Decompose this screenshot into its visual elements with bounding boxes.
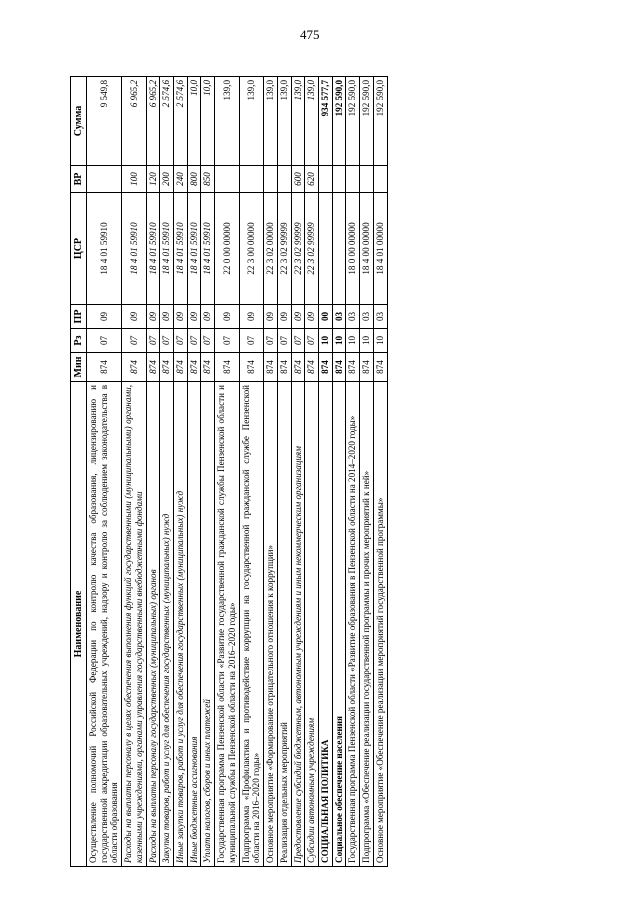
cell-rz: 07 [264,329,278,353]
table-header-row [71,77,87,867]
cell-name: Расходы на выплаты персоналу в целях обеспечения выполнения функций государственными (муниципальными) органами, казенными учреждениями, органами управления государственными внебюджетными фондами [122,382,146,867]
cell-csr: 18 4 01 59910 [87,193,122,305]
cell-min: 874 [332,353,346,382]
cell-sum: 6 965,2 [122,77,146,166]
cell-rz: 07 [277,329,291,353]
cell-vr [87,166,122,193]
cell-name: Государственная программа Пензенской области «Развитие государственной гражданской службы Пензенской области и муниципальной службы в Пензенской области на 2016–2020 годы» [215,382,239,867]
cell-csr: 22 3 02 99999 [277,193,291,305]
cell-sum: 192 590,0 [332,77,346,166]
cell-min: 874 [239,353,263,382]
cell-min: 874 [373,353,387,382]
header-csr: ЦСР [71,193,87,305]
cell-rz: 07 [291,329,305,353]
cell-min: 874 [215,353,239,382]
table-row [373,77,387,867]
header-rz: Рз [71,329,87,353]
cell-pr: 03 [360,305,374,329]
cell-vr: 200 [160,166,174,193]
header-min: Мин [71,353,87,382]
cell-name: Реализация отдельных мероприятий [277,382,291,867]
cell-name: Иные закупки товаров, работ и услуг для обеспечения государственных (муниципальных) нужд [174,382,188,867]
rotated-table-container [70,77,616,867]
cell-csr: 22 3 02 99999 [291,193,305,305]
cell-rz: 10 [373,329,387,353]
cell-vr [239,166,263,193]
cell-csr: 18 4 00 00000 [360,193,374,305]
cell-min: 874 [264,353,278,382]
table-row [318,77,332,867]
header-vr: ВР [71,166,87,193]
budget-table [70,76,388,867]
table-row [187,77,201,867]
cell-pr: 09 [146,305,160,329]
cell-min: 874 [87,353,122,382]
cell-vr [373,166,387,193]
cell-pr: 09 [277,305,291,329]
cell-csr [318,193,332,305]
table-row [160,77,174,867]
cell-name: Закупка товаров, работ и услуг для обеспечения государственных (муниципальных) нужд [160,382,174,867]
cell-sum: 139,0 [264,77,278,166]
cell-sum: 139,0 [239,77,263,166]
cell-vr: 620 [305,166,319,193]
cell-vr [277,166,291,193]
cell-sum: 192 590,0 [346,77,360,166]
cell-pr: 09 [122,305,146,329]
cell-rz: 07 [187,329,201,353]
table-row [332,77,346,867]
table-row [239,77,263,867]
cell-min: 874 [346,353,360,382]
page-number: 475 [300,27,320,42]
cell-rz: 10 [346,329,360,353]
cell-csr: 18 4 01 59910 [160,193,174,305]
cell-csr: 22 3 02 00000 [264,193,278,305]
cell-min: 874 [174,353,188,382]
cell-name: Иные бюджетные ассигнования [187,382,201,867]
cell-min: 874 [318,353,332,382]
table-row [305,77,319,867]
cell-sum: 139,0 [277,77,291,166]
cell-rz: 07 [201,329,215,353]
cell-sum: 139,0 [305,77,319,166]
cell-vr [360,166,374,193]
header-name: Наименование [71,382,87,867]
cell-min: 874 [122,353,146,382]
cell-sum: 192 590,0 [360,77,374,166]
cell-name: Предоставление субсидий бюджетным, автономным учреждениям и иным некоммерческим организациям [291,382,305,867]
table-row [122,77,146,867]
cell-vr: 120 [146,166,160,193]
cell-sum: 2 574,6 [174,77,188,166]
cell-vr [332,166,346,193]
table-row [146,77,160,867]
cell-pr: 09 [264,305,278,329]
cell-pr: 03 [332,305,346,329]
cell-name: Основное мероприятие «Формирование отрицательного отношения к коррупции» [264,382,278,867]
cell-pr: 09 [187,305,201,329]
cell-name: Государственная программа Пензенской области «Развитие образования в Пензенской области на 2014–2020 годы» [346,382,360,867]
cell-pr: 09 [215,305,239,329]
cell-rz: 10 [360,329,374,353]
table-row [277,77,291,867]
cell-csr [332,193,346,305]
cell-csr: 18 4 01 59910 [146,193,160,305]
cell-csr: 18 4 01 59910 [187,193,201,305]
cell-pr: 09 [201,305,215,329]
cell-name: Подпрограмма «Профилактика и противодействие коррупции на государственной гражданской службе Пензенской области на 2016–2020 годы» [239,382,263,867]
cell-rz: 07 [87,329,122,353]
cell-min: 874 [146,353,160,382]
table-row [264,77,278,867]
table-row [174,77,188,867]
cell-pr: 00 [318,305,332,329]
table-row [201,77,215,867]
table-row [291,77,305,867]
cell-min: 874 [305,353,319,382]
cell-pr: 09 [291,305,305,329]
cell-rz: 07 [146,329,160,353]
cell-name: Уплата налогов, сборов и иных платежей [201,382,215,867]
cell-sum: 6 965,2 [146,77,160,166]
cell-csr: 18 4 01 00000 [373,193,387,305]
cell-rz: 07 [160,329,174,353]
cell-name: Осуществление полномочий Российской Федерации по контролю качества образования, лицензированию и государственной аккредитации образовательных учреждений, надзору и контролю за соблюдением законодательства в области образования [87,382,122,867]
cell-min: 874 [187,353,201,382]
cell-vr: 600 [291,166,305,193]
cell-vr [215,166,239,193]
cell-rz: 07 [305,329,319,353]
cell-sum: 934 577,7 [318,77,332,166]
table-row [215,77,239,867]
cell-rz: 07 [239,329,263,353]
cell-sum: 10,0 [201,77,215,166]
cell-name: Подпрограмма «Обеспечение реализации государственной программы и прочих мероприятий к ней» [360,382,374,867]
header-sum: Сумма [71,77,87,166]
table-row [87,77,122,867]
cell-csr: 22 0 00 00000 [215,193,239,305]
cell-pr: 09 [305,305,319,329]
cell-vr [318,166,332,193]
cell-name: Социальное обеспечение населения [332,382,346,867]
cell-pr: 09 [239,305,263,329]
cell-rz: 10 [332,329,346,353]
table-body [87,77,388,867]
cell-sum: 10,0 [187,77,201,166]
cell-min: 874 [360,353,374,382]
cell-vr: 100 [122,166,146,193]
cell-pr: 09 [174,305,188,329]
cell-sum: 2 574,6 [160,77,174,166]
table-row [346,77,360,867]
cell-sum: 139,0 [291,77,305,166]
cell-sum: 9 549,8 [87,77,122,166]
cell-csr: 18 4 01 59910 [174,193,188,305]
cell-csr: 22 3 00 00000 [239,193,263,305]
cell-vr: 850 [201,166,215,193]
cell-min: 874 [160,353,174,382]
cell-sum: 192 590,0 [373,77,387,166]
cell-rz: 07 [174,329,188,353]
cell-name: СОЦИАЛЬНАЯ ПОЛИТИКА [318,382,332,867]
cell-rz: 07 [122,329,146,353]
cell-name: Расходы на выплаты персоналу государственных (муниципальных) органов [146,382,160,867]
cell-pr: 09 [87,305,122,329]
cell-csr: 18 4 01 59910 [122,193,146,305]
cell-name: Субсидии автономным учреждениям [305,382,319,867]
cell-pr: 03 [346,305,360,329]
header-pr: ПР [71,305,87,329]
cell-csr: 22 3 02 99999 [305,193,319,305]
cell-min: 874 [201,353,215,382]
cell-rz: 10 [318,329,332,353]
cell-vr: 800 [187,166,201,193]
cell-vr: 240 [174,166,188,193]
cell-vr [346,166,360,193]
cell-vr [264,166,278,193]
cell-pr: 03 [373,305,387,329]
table-row [360,77,374,867]
cell-min: 874 [291,353,305,382]
cell-pr: 09 [160,305,174,329]
cell-csr: 18 4 01 59910 [201,193,215,305]
cell-min: 874 [277,353,291,382]
cell-csr: 18 0 00 00000 [346,193,360,305]
cell-name: Основное мероприятие «Обеспечение реализации мероприятий государственной программы» [373,382,387,867]
cell-sum: 139,0 [215,77,239,166]
cell-rz: 07 [215,329,239,353]
